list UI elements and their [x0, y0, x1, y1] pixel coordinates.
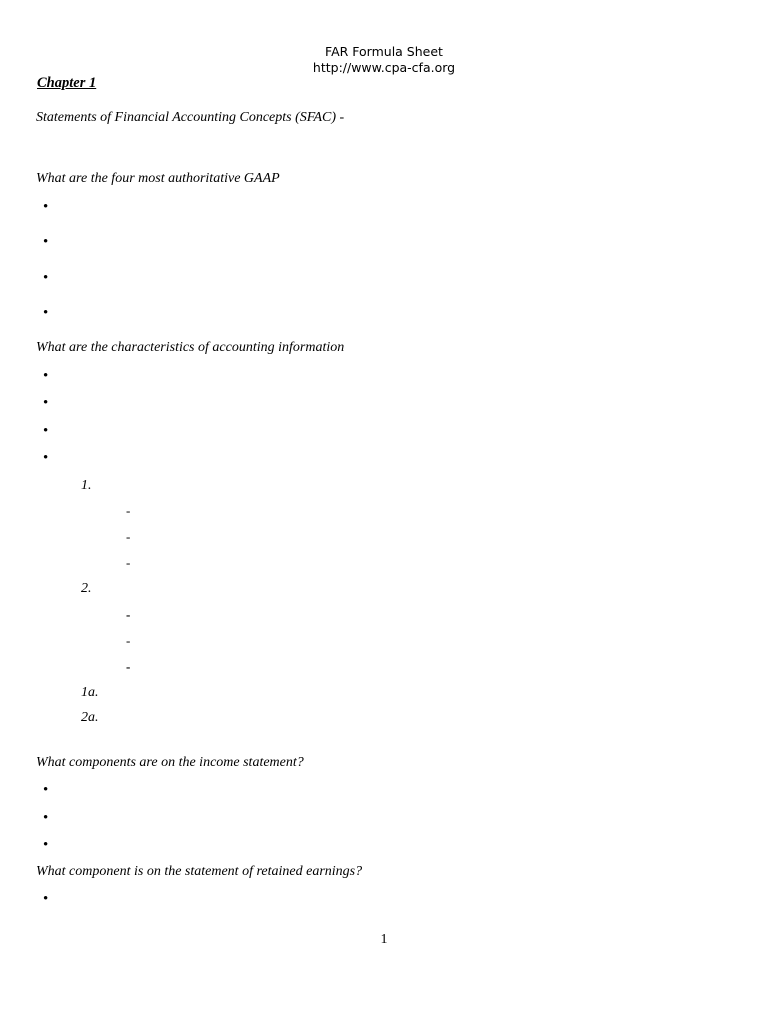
- bullet-point: •: [43, 782, 49, 798]
- sfac-line: Statements of Financial Accounting Concepts (SFAC) -: [36, 110, 345, 125]
- bullet-point: •: [43, 837, 49, 853]
- numbered-item: 2.: [81, 581, 92, 596]
- bullet-point: •: [43, 368, 49, 384]
- question-income-statement: What components are on the income statement?: [36, 755, 304, 770]
- chapter-heading: Chapter 1: [37, 75, 97, 91]
- bullet-point: •: [43, 234, 49, 250]
- document-title: FAR Formula Sheet: [325, 44, 443, 59]
- bullet-point: •: [43, 199, 49, 215]
- numbered-item: 1a.: [81, 685, 99, 700]
- numbered-item: 1.: [81, 478, 92, 493]
- dash-item: -: [126, 503, 131, 518]
- bullet-point: •: [43, 450, 49, 466]
- dash-item: -: [126, 659, 131, 674]
- bullet-point: •: [43, 305, 49, 321]
- dash-item: -: [126, 555, 131, 570]
- dash-item: -: [126, 607, 131, 622]
- question-retained-earnings: What component is on the statement of retained earnings?: [36, 864, 363, 879]
- document-url: http://www.cpa-cfa.org: [312, 60, 456, 75]
- question-characteristics: What are the characteristics of accounting information: [36, 340, 345, 355]
- bullet-point: •: [43, 395, 49, 411]
- page-number: 1: [380, 932, 388, 947]
- dash-item: -: [126, 633, 131, 648]
- bullet-point: •: [43, 423, 49, 439]
- question-gaap: What are the four most authoritative GAAP: [36, 171, 280, 186]
- numbered-item: 2a.: [81, 710, 99, 725]
- dash-item: -: [126, 529, 131, 544]
- bullet-point: •: [43, 270, 49, 286]
- bullet-point: •: [43, 891, 49, 907]
- bullet-point: •: [43, 810, 49, 826]
